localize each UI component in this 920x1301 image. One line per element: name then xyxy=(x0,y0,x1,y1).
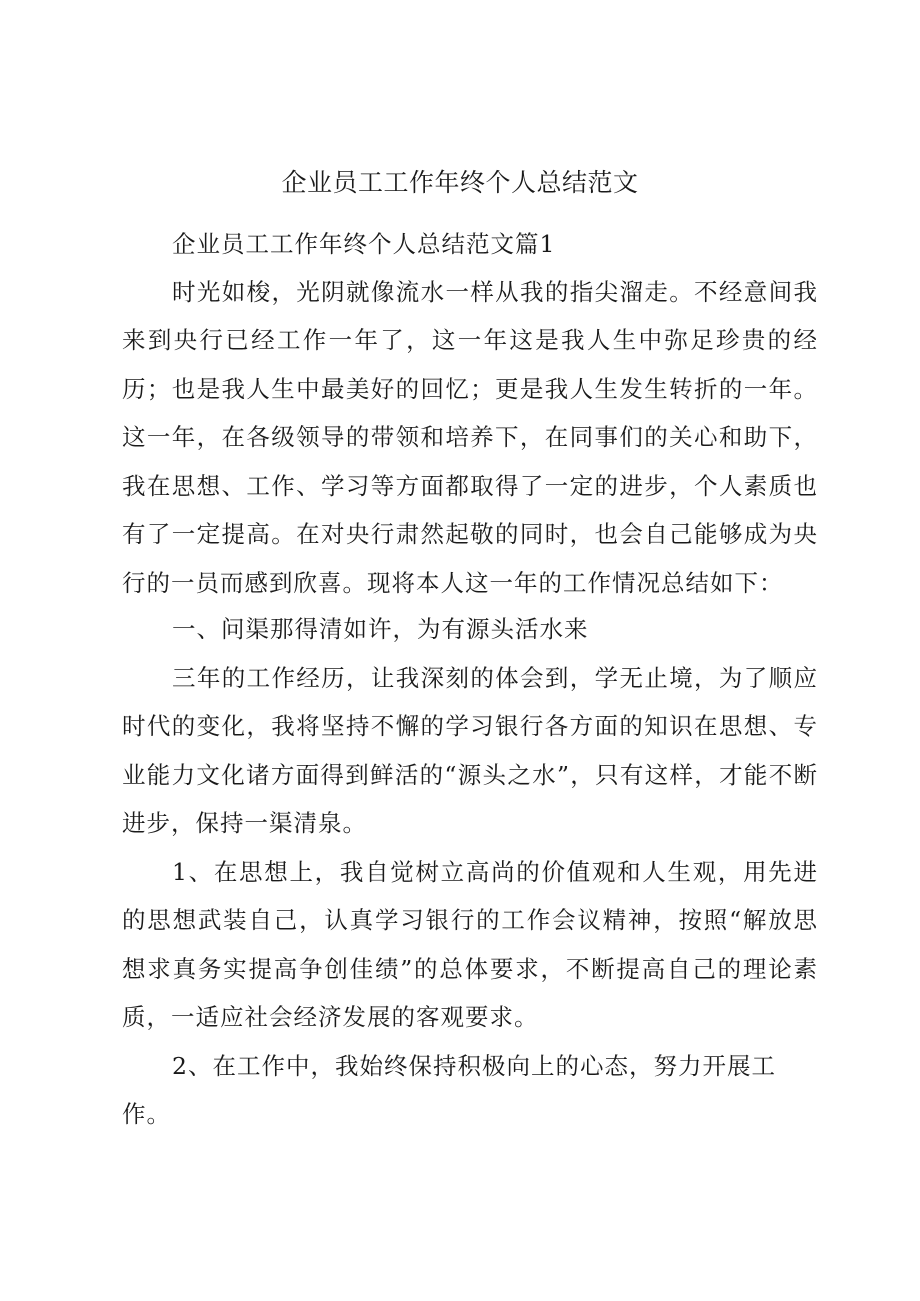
body-paragraph: 2、在工作中，我始终保持积极向上的心态，努力开展工 xyxy=(172,1051,776,1080)
body-paragraph-continuation: 作。 xyxy=(122,1100,171,1128)
document-title: 企业员工工作年终个人总结范文 xyxy=(281,168,639,197)
document-body xyxy=(122,220,818,1139)
section-heading: 企业员工工作年终个人总结范文篇1 xyxy=(172,230,556,258)
subsection-heading: 一、问渠那得清如许，为有源头活水来 xyxy=(172,615,589,643)
body-paragraph: 时光如梭，光阴就像流水一样从我的指尖溜走。不经意间我来到央行已经工作一年了，这一年这是我人生中弥足珍贵的经历；也是我人生中最美好的回忆；更是我人生发生转折的一年。这一年，在各级领导的带领和培养下，在同事们的关心和助下，我在思想、工作、学习等方面都取得了一定的进步，个人素质也有了一定提高。在对央行肃然起敬的同时，也会自己能够成为央行的一员而感到欣喜。现将本人这一年的工作情况总结如下： xyxy=(122,277,818,597)
body-paragraph: 三年的工作经历，让我深刻的体会到，学无止境，为了顺应时代的变化，我将坚持不懈的学习银行各方面的知识在思想、专业能力文化诸方面得到鲜活的“源头之水”，只有这样，才能不断进步，保持一渠清泉。 xyxy=(122,663,818,837)
body-paragraph: 1、在思想上，我自觉树立高尚的价值观和人生观，用先进的思想武装自己，认真学习银行的工作会议精神，按照“解放思想求真务实提高争创佳绩”的总体要求，不断提高自己的理论素质，一适应社会经济发展的客观要求。 xyxy=(122,857,818,1031)
